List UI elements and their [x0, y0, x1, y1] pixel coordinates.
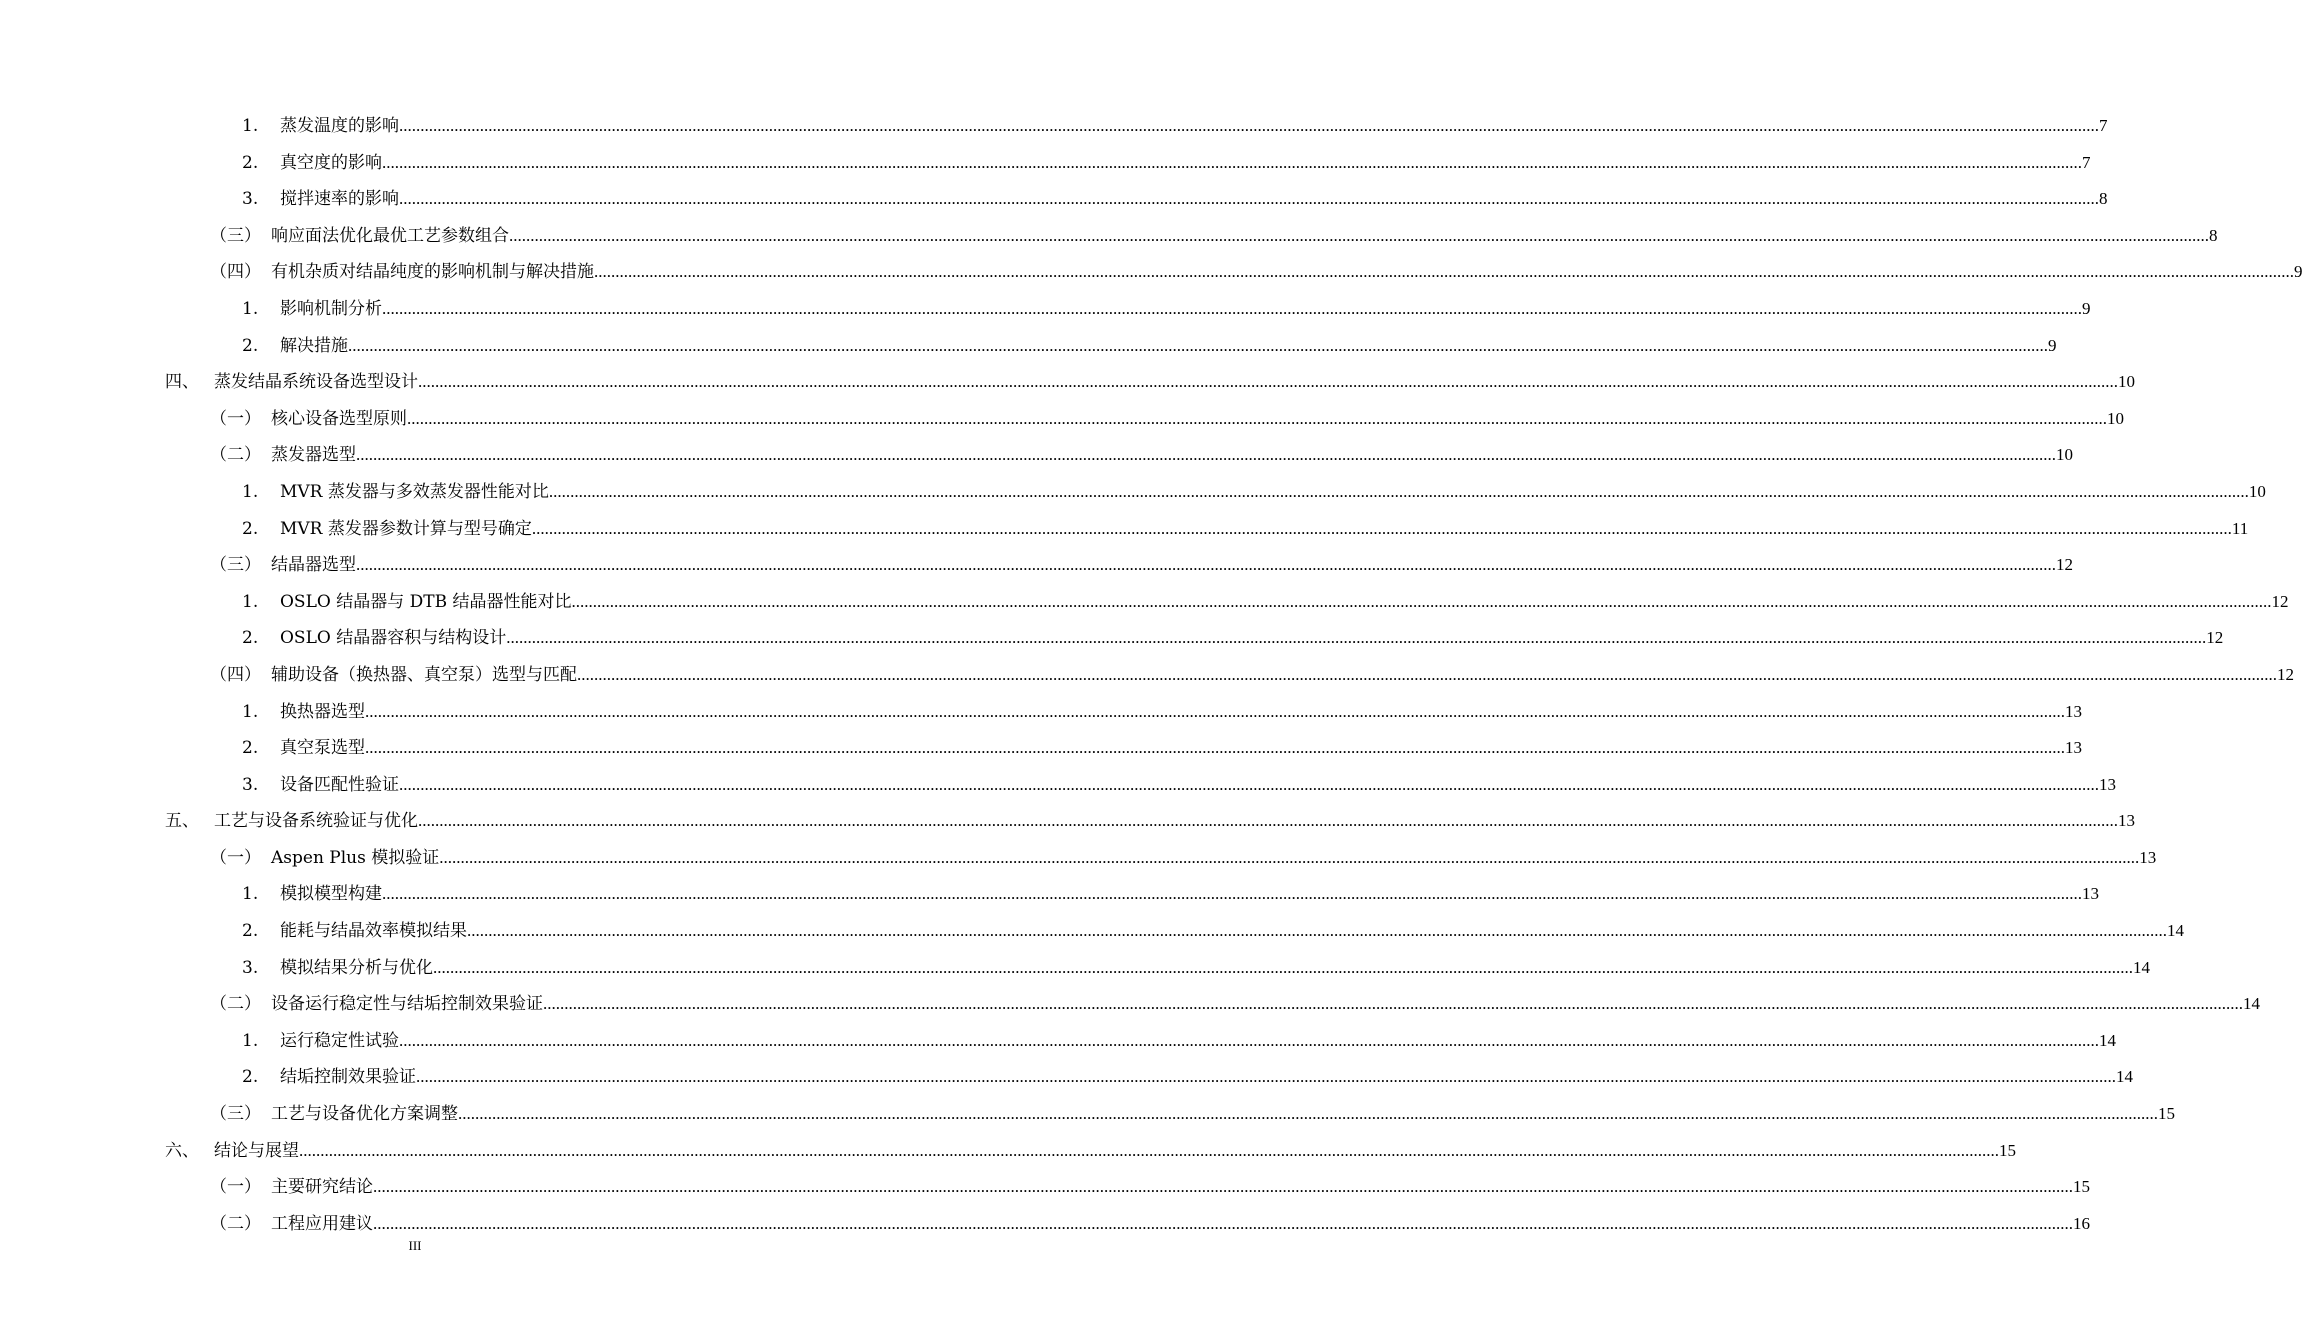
toc-entry-number: 1.	[242, 701, 259, 722]
toc-entry-page: 8	[2209, 225, 2218, 245]
toc-entry-number: 2.	[242, 921, 259, 942]
toc-dot-leader: ................................................................................................................................................................................................................................................................................................................................................................................................................	[299, 1140, 1999, 1160]
toc-entry-number: 2.	[242, 1067, 259, 1088]
toc-entry-line	[214, 364, 2135, 401]
toc-entry-line	[271, 1206, 2090, 1243]
toc-entry[interactable]	[0, 657, 2294, 694]
toc-entry-number: （一）	[210, 847, 261, 868]
toc-entry-title: 蒸发温度的影响	[280, 116, 399, 136]
toc-entry-title: 设备匹配性验证	[280, 774, 399, 795]
toc-entry-line	[214, 803, 2135, 840]
toc-entry[interactable]	[0, 694, 2082, 731]
toc-entry-page: 13	[2065, 738, 2082, 758]
toc-entry-page: 13	[2118, 811, 2135, 831]
toc-entry-title: Aspen Plus 模拟验证	[271, 847, 440, 868]
toc-entry-line	[280, 730, 2082, 767]
toc-entry-number: 3.	[242, 957, 259, 978]
toc-dot-leader: ................................................................................................................................................................................................................................................................................................................................................................................................................	[399, 116, 2099, 135]
toc-entry-number: 2.	[242, 518, 259, 539]
toc-dot-leader: ................................................................................................................................................................................................................................................................................................................................................................................................................	[382, 152, 2082, 172]
toc-entry-title: 工艺与设备优化方案调整	[271, 1104, 458, 1125]
toc-entry[interactable]	[0, 328, 2057, 365]
toc-entry[interactable]	[0, 730, 2082, 767]
toc-entry-line	[271, 254, 2303, 291]
toc-entry-title: 核心设备选型原则	[271, 408, 407, 429]
toc-entry-title: 真空泵选型	[280, 738, 365, 759]
toc-entry[interactable]	[0, 620, 2224, 657]
toc-dot-leader: ................................................................................................................................................................................................................................................................................................................................................................................................................	[467, 921, 2167, 941]
toc-entry-title: 结晶器选型	[271, 555, 356, 576]
toc-entry[interactable]	[0, 108, 2108, 145]
toc-entry[interactable]	[0, 218, 2218, 255]
toc-entry[interactable]	[0, 511, 2249, 548]
toc-entry-title: 真空度的影响	[280, 152, 382, 173]
toc-dot-leader: ................................................................................................................................................................................................................................................................................................................................................................................................................	[509, 225, 2209, 245]
toc-entry-number: 2.	[242, 335, 259, 356]
toc-entry-title: 有机杂质对结晶纯度的影响机制与解决措施	[271, 262, 594, 283]
toc-entry-page: 14	[2133, 957, 2150, 977]
toc-entry[interactable]	[0, 474, 2266, 511]
toc-entry[interactable]	[0, 1169, 2090, 1206]
toc-dot-leader: ................................................................................................................................................................................................................................................................................................................................................................................................................	[594, 262, 2294, 282]
toc-entry[interactable]	[0, 145, 2091, 182]
toc-entry-page: 7	[2099, 116, 2108, 135]
toc-entry-title: 蒸发结晶系统设备选型设计	[214, 372, 418, 393]
toc-entry-title: OSLO 结晶器与 DTB 结晶器性能对比	[280, 591, 572, 612]
toc-dot-leader: ................................................................................................................................................................................................................................................................................................................................................................................................................	[407, 408, 2107, 428]
toc-entry[interactable]	[0, 803, 2135, 840]
toc-entry-page: 14	[2167, 921, 2184, 941]
toc-entry-number: （四）	[210, 664, 261, 685]
toc-entry-line	[280, 876, 2099, 913]
table-of-contents	[0, 108, 2303, 1242]
toc-entry-line	[280, 474, 2266, 511]
toc-entry-title: 主要研究结论	[271, 1177, 373, 1198]
toc-entry-title: 蒸发器选型	[271, 445, 356, 466]
toc-entry-line	[271, 986, 2260, 1023]
toc-entry-title: 设备运行稳定性与结垢控制效果验证	[271, 994, 543, 1015]
toc-entry-title: 搅拌速率的影响	[280, 189, 399, 210]
toc-entry-title: 模拟模型构建	[280, 884, 382, 905]
toc-entry-line	[271, 840, 2157, 877]
toc-entry[interactable]	[0, 181, 2108, 218]
toc-entry-number: （三）	[210, 1104, 261, 1125]
toc-entry-line	[280, 328, 2057, 365]
toc-dot-leader: ................................................................................................................................................................................................................................................................................................................................................................................................................	[348, 335, 2048, 355]
toc-entry[interactable]	[0, 547, 2073, 584]
toc-entry-line	[271, 657, 2294, 694]
toc-entry-number: （一）	[210, 1177, 261, 1198]
toc-entry-line	[280, 181, 2108, 218]
toc-entry-title: 模拟结果分析与优化	[280, 957, 433, 978]
toc-entry-line	[280, 108, 2108, 145]
toc-entry-page: 12	[2277, 664, 2294, 684]
toc-entry-page: 11	[2231, 518, 2249, 538]
toc-dot-leader: ................................................................................................................................................................................................................................................................................................................................................................................................................	[356, 445, 2056, 465]
toc-dot-leader: ................................................................................................................................................................................................................................................................................................................................................................................................................	[433, 957, 2133, 977]
toc-entry-title: 运行稳定性试验	[280, 1030, 399, 1051]
toc-entry-line	[280, 620, 2224, 657]
toc-entry-number: （四）	[210, 262, 261, 283]
toc-entry-title: 换热器选型	[280, 701, 365, 722]
toc-entry-line	[280, 694, 2082, 731]
toc-dot-leader: ................................................................................................................................................................................................................................................................................................................................................................................................................	[365, 738, 2065, 758]
toc-entry-number: 3.	[242, 774, 259, 795]
toc-entry-line	[280, 767, 2116, 804]
toc-entry[interactable]	[0, 364, 2135, 401]
toc-entry[interactable]	[0, 1206, 2090, 1243]
toc-dot-leader: ................................................................................................................................................................................................................................................................................................................................................................................................................	[577, 664, 2277, 684]
toc-entry[interactable]	[0, 254, 2303, 291]
toc-entry-title: 辅助设备（换热器、真空泵）选型与匹配	[271, 664, 577, 685]
toc-entry-number: 1.	[242, 116, 259, 136]
page-number: III	[408, 1238, 422, 1253]
toc-entry-number: 1.	[242, 1030, 259, 1051]
toc-entry-page: 9	[2082, 298, 2091, 318]
toc-entry[interactable]	[0, 1023, 2116, 1060]
toc-entry-page: 13	[2099, 774, 2116, 794]
toc-entry-page: 16	[2073, 1213, 2090, 1233]
toc-entry-line	[280, 511, 2249, 548]
toc-entry-line	[214, 1133, 2016, 1170]
toc-entry-page: 12	[2056, 555, 2073, 575]
toc-dot-leader: ................................................................................................................................................................................................................................................................................................................................................................................................................	[548, 481, 2249, 501]
toc-entry-number: 1.	[242, 884, 259, 905]
toc-entry-title: 结论与展望	[214, 1140, 299, 1161]
toc-entry-line	[271, 437, 2073, 474]
toc-entry-page: 14	[2116, 1067, 2133, 1087]
toc-dot-leader: ................................................................................................................................................................................................................................................................................................................................................................................................................	[571, 591, 2272, 611]
toc-entry-page: 10	[2107, 408, 2124, 428]
toc-entry-number: 2.	[242, 152, 259, 173]
toc-entry-page: 10	[2248, 481, 2266, 501]
toc-dot-leader: ................................................................................................................................................................................................................................................................................................................................................................................................................	[373, 1213, 2073, 1233]
toc-entry-page: 9	[2294, 262, 2303, 282]
toc-dot-leader: ................................................................................................................................................................................................................................................................................................................................................................................................................	[382, 298, 2082, 318]
toc-entry-title: 工程应用建议	[271, 1213, 373, 1234]
toc-entry-page: 13	[2065, 701, 2082, 721]
toc-dot-leader: ................................................................................................................................................................................................................................................................................................................................................................................................................	[416, 1067, 2116, 1087]
toc-entry-page: 15	[2073, 1177, 2090, 1197]
toc-entry-title: 影响机制分析	[280, 298, 382, 319]
toc-dot-leader: ................................................................................................................................................................................................................................................................................................................................................................................................................	[382, 884, 2082, 904]
toc-entry-page: 12	[2271, 591, 2289, 611]
toc-entry[interactable]	[0, 840, 2157, 877]
toc-entry[interactable]	[0, 950, 2150, 987]
toc-entry-number: 1.	[242, 591, 259, 612]
toc-dot-leader: ................................................................................................................................................................................................................................................................................................................................................................................................................	[531, 518, 2232, 538]
toc-dot-leader: ................................................................................................................................................................................................................................................................................................................................................................................................................	[373, 1177, 2073, 1197]
toc-entry-number: （二）	[210, 1213, 261, 1234]
toc-entry-title: MVR 蒸发器与多效蒸发器性能对比	[280, 481, 549, 502]
toc-entry[interactable]	[0, 876, 2099, 913]
toc-entry-page: 7	[2082, 152, 2091, 172]
toc-entry-page: 14	[2099, 1030, 2116, 1050]
toc-dot-leader: ................................................................................................................................................................................................................................................................................................................................................................................................................	[418, 372, 2118, 392]
toc-entry-number: 2.	[242, 738, 259, 759]
toc-entry-number: （三）	[210, 225, 261, 246]
toc-dot-leader: ................................................................................................................................................................................................................................................................................................................................................................................................................	[418, 811, 2118, 831]
toc-entry-title: 结垢控制效果验证	[280, 1067, 416, 1088]
toc-entry[interactable]	[0, 767, 2116, 804]
toc-dot-leader: ................................................................................................................................................................................................................................................................................................................................................................................................................	[365, 701, 2065, 721]
toc-entry-page: 8	[2099, 189, 2108, 209]
toc-dot-leader: ................................................................................................................................................................................................................................................................................................................................................................................................................	[356, 555, 2056, 575]
toc-entry[interactable]	[0, 401, 2124, 438]
toc-entry-page: 15	[2158, 1104, 2175, 1124]
toc-dot-leader: ................................................................................................................................................................................................................................................................................................................................................................................................................	[458, 1104, 2158, 1124]
toc-entry-number: 1.	[242, 298, 259, 319]
toc-dot-leader: ................................................................................................................................................................................................................................................................................................................................................................................................................	[506, 628, 2207, 648]
toc-entry-page: 15	[1999, 1140, 2016, 1160]
toc-entry-number: （二）	[210, 445, 261, 466]
toc-entry-page: 12	[2206, 628, 2224, 648]
toc-dot-leader: ................................................................................................................................................................................................................................................................................................................................................................................................................	[399, 774, 2099, 794]
toc-dot-leader: ................................................................................................................................................................................................................................................................................................................................................................................................................	[439, 847, 2140, 867]
toc-entry-number: 3.	[242, 189, 259, 210]
toc-entry-title: OSLO 结晶器容积与结构设计	[280, 628, 507, 649]
toc-entry-number: （二）	[210, 994, 261, 1015]
toc-entry-page: 10	[2056, 445, 2073, 465]
toc-entry[interactable]	[0, 437, 2073, 474]
toc-entry-title: 工艺与设备系统验证与优化	[214, 811, 418, 832]
toc-entry-page: 13	[2082, 884, 2099, 904]
toc-entry-number: 1.	[242, 481, 259, 502]
toc-entry-number: （一）	[210, 408, 261, 429]
toc-entry-number: 六、	[165, 1140, 199, 1161]
toc-entry-page: 13	[2139, 847, 2157, 867]
toc-entry-line	[271, 1169, 2090, 1206]
toc-entry-line	[271, 401, 2124, 438]
toc-entry-line	[280, 145, 2091, 182]
toc-entry-number: （三）	[210, 555, 261, 576]
toc-entry-title: 响应面法优化最优工艺参数组合	[271, 225, 509, 246]
toc-entry-title: 能耗与结晶效率模拟结果	[280, 921, 467, 942]
toc-entry-line	[271, 1096, 2175, 1133]
toc-entry-line	[280, 1023, 2116, 1060]
toc-entry-page: 9	[2048, 335, 2057, 355]
toc-entry-title: MVR 蒸发器参数计算与型号确定	[280, 518, 532, 539]
toc-entry-title: 解决措施	[280, 335, 348, 356]
toc-entry-line	[280, 950, 2150, 987]
toc-entry[interactable]	[0, 1096, 2175, 1133]
toc-entry-page: 14	[2243, 994, 2260, 1014]
toc-entry-number: 五、	[165, 811, 199, 832]
toc-entry-line	[271, 547, 2073, 584]
toc-entry-number: 四、	[165, 372, 199, 393]
toc-entry[interactable]	[0, 584, 2289, 621]
toc-entry[interactable]	[0, 1133, 2016, 1170]
toc-entry-number: 2.	[242, 628, 259, 649]
toc-entry-line	[280, 1059, 2133, 1096]
toc-entry-line	[280, 291, 2091, 328]
toc-entry[interactable]	[0, 291, 2091, 328]
toc-entry-line	[280, 913, 2184, 950]
toc-entry-page: 10	[2118, 372, 2135, 392]
toc-entry-line	[271, 218, 2218, 255]
toc-entry-line	[280, 584, 2289, 621]
toc-dot-leader: ................................................................................................................................................................................................................................................................................................................................................................................................................	[399, 189, 2099, 209]
toc-dot-leader: ................................................................................................................................................................................................................................................................................................................................................................................................................	[543, 994, 2243, 1014]
toc-dot-leader: ................................................................................................................................................................................................................................................................................................................................................................................................................	[399, 1030, 2099, 1050]
toc-entry[interactable]	[0, 913, 2184, 950]
toc-entry[interactable]	[0, 986, 2260, 1023]
toc-entry[interactable]	[0, 1059, 2133, 1096]
